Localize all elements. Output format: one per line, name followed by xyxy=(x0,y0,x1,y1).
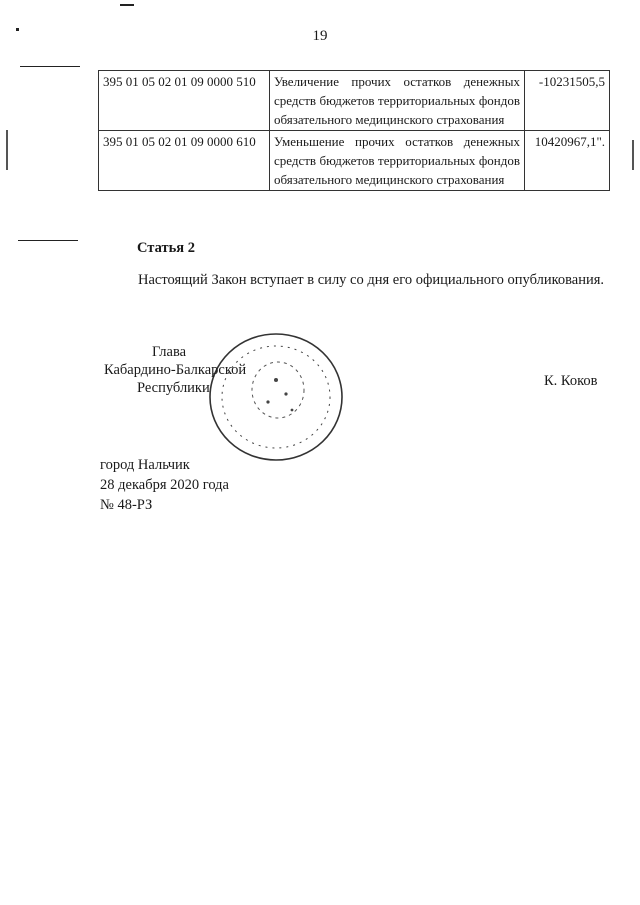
date: 28 декабря 2020 года xyxy=(100,477,229,493)
scan-artifact xyxy=(20,66,80,67)
law-number: № 48-РЗ xyxy=(100,497,153,513)
scan-artifact xyxy=(18,240,78,241)
description-cell: Уменьшение прочих остатков денежных средств бюджетов территориальных фондов обязательного медицинского страхования xyxy=(270,131,525,191)
amount-cell: 10420967,1". xyxy=(525,131,610,191)
scan-artifact xyxy=(120,4,134,6)
article-heading: Статья 2 xyxy=(137,240,195,256)
budget-code-cell: 395 01 05 02 01 09 0000 610 xyxy=(99,131,270,191)
signatory-title-line: Кабардино-Балкарской xyxy=(104,362,247,378)
scan-artifact xyxy=(632,140,634,170)
table-row xyxy=(99,71,610,131)
official-seal-icon xyxy=(206,330,346,465)
scan-artifact xyxy=(6,130,8,170)
budget-code-cell: 395 01 05 02 01 09 0000 510 xyxy=(99,71,270,131)
place-date-block xyxy=(100,455,229,515)
signatory-title-line: Глава xyxy=(152,344,187,360)
table-row xyxy=(99,131,610,191)
signatory-title-line: Республики xyxy=(137,380,210,396)
budget-sources-table xyxy=(98,70,610,191)
city: город Нальчик xyxy=(100,457,190,473)
signatory-name: К. Коков xyxy=(544,373,598,389)
amount-cell: -10231505,5 xyxy=(525,71,610,131)
article-text: Настоящий Закон вступает в силу со дня его официального опубликования. xyxy=(138,272,605,288)
page-number: 19 xyxy=(312,28,328,44)
description-cell: Увеличение прочих остатков денежных средств бюджетов территориальных фондов обязательного медицинского страхования xyxy=(270,71,525,131)
